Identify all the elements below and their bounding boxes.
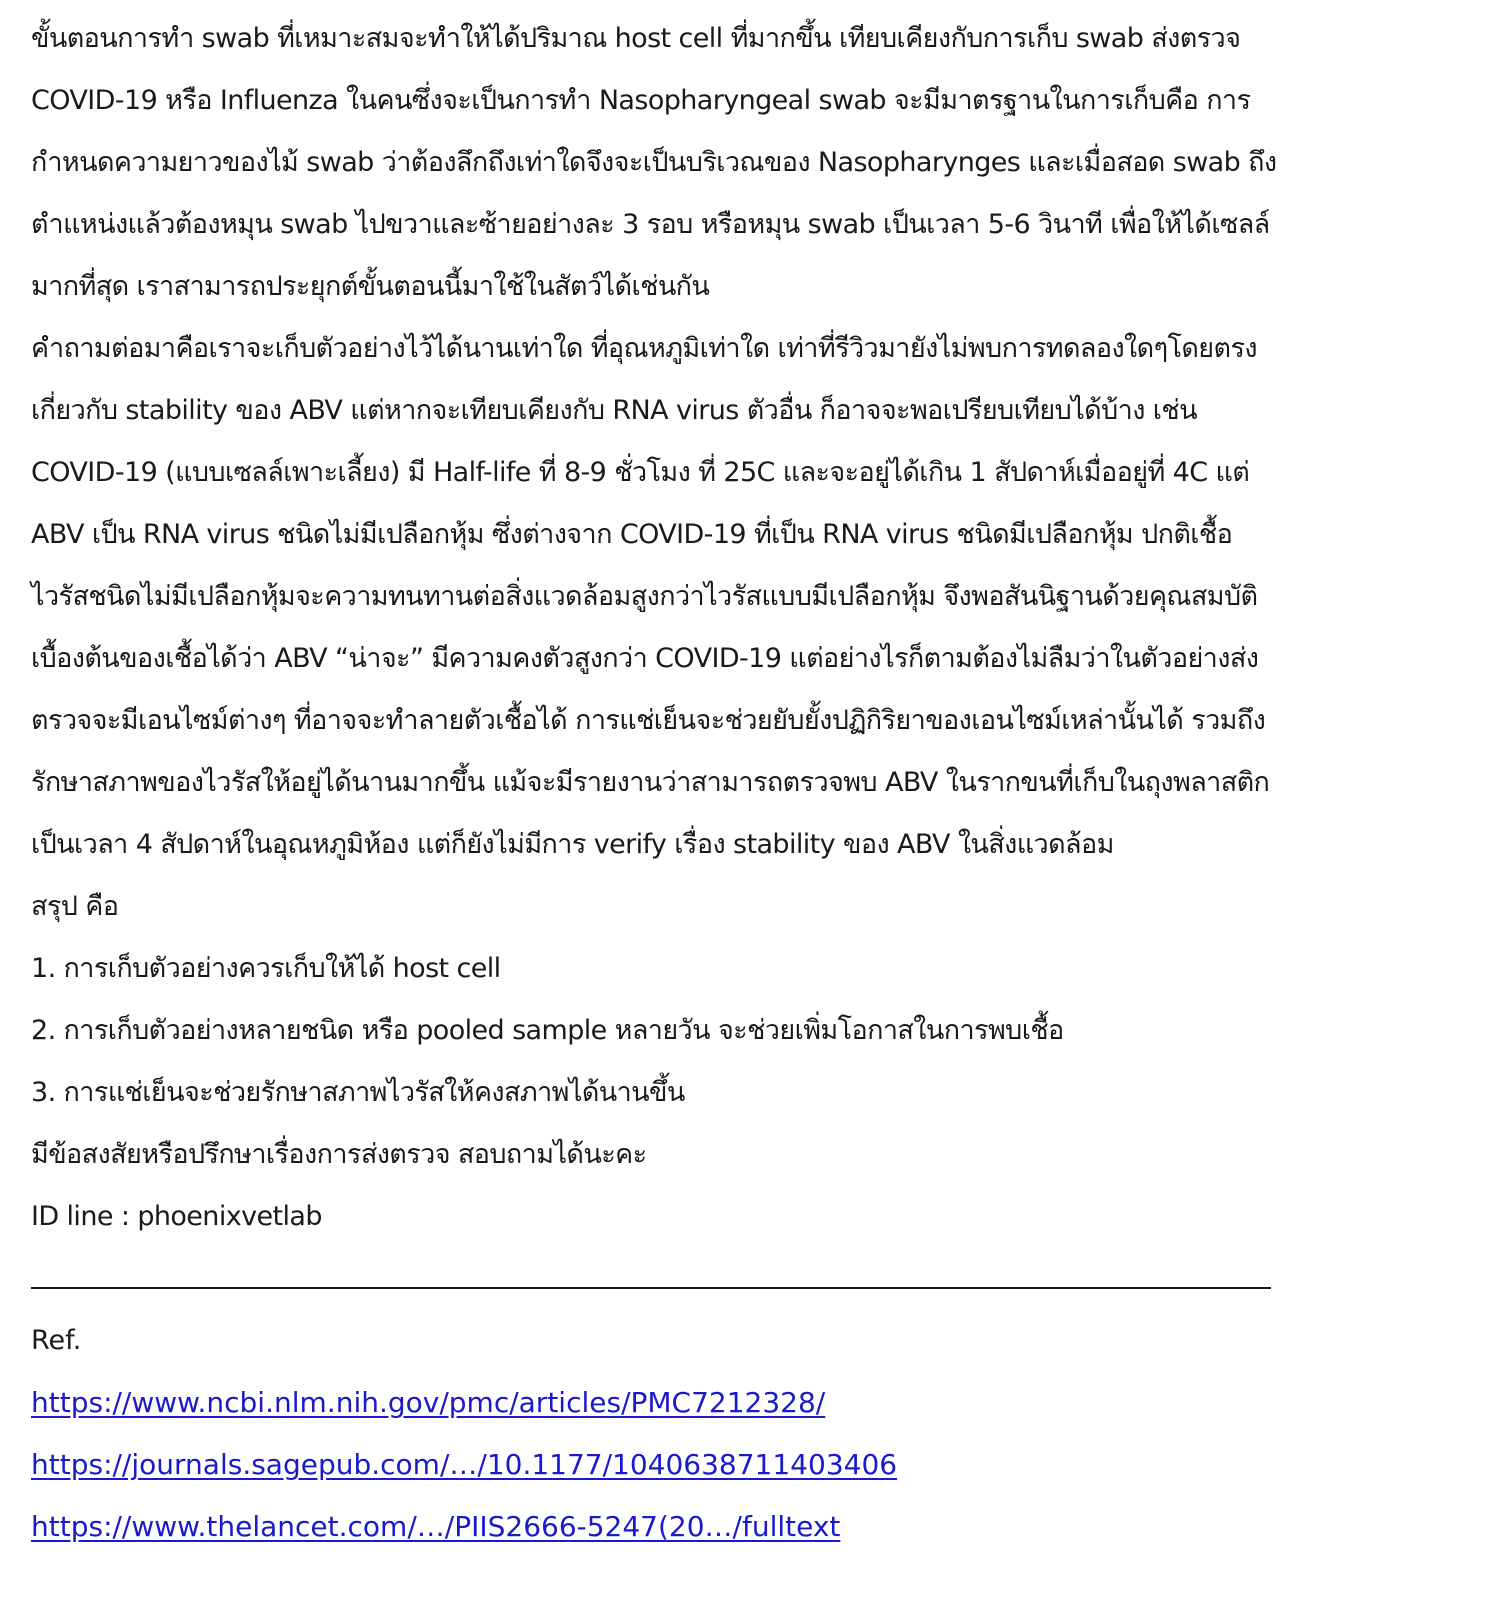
- divider: [31, 1287, 1271, 1289]
- paragraph-line: ABV เป็น RNA virus ชนิดไม่มีเปลือกหุ้ม ซึ่งต่างจาก COVID-19 ที่เป็น RNA virus ชนิดมีเปลือกหุ้ม ปกติเชื้อ: [31, 519, 1233, 550]
- paragraph-line: ตำแหน่งแล้วต้องหมุน swab ไปขวาและซ้ายอย่างละ 3 รอบ หรือหมุน swab เป็นเวลา 5-6 วินาที เพื่อให้ได้เซลล์: [31, 209, 1270, 240]
- paragraph-line: รักษาสภาพของไวรัสให้อยู่ได้นานมากขึ้น แม้จะมีรายงานว่าสามารถตรวจพบ ABV ในรากขนที่เก็บในถุงพลาสติก: [31, 767, 1270, 798]
- paragraph-line: เป็นเวลา 4 สัปดาห์ในอุณหภูมิห้อง แต่ก็ยังไม่มีการ verify เรื่อง stability ของ ABV ในสิ่งแวดล้อม: [31, 829, 1114, 860]
- document-body: [31, 8, 1481, 1558]
- summary-item: 3. การแช่เย็นจะช่วยรักษาสภาพไวรัสให้คงสภาพได้นานขึ้น: [31, 1077, 685, 1108]
- paragraph-line: ไวรัสชนิดไม่มีเปลือกหุ้มจะความทนทานต่อสิ่งแวดล้อมสูงกว่าไวรัสแบบมีเปลือกหุ้ม จึงพอสันนิฐานด้วยคุณสมบัติ: [31, 581, 1258, 612]
- paragraph-line: ตรวจจะมีเอนไซม์ต่างๆ ที่อาจจะทำลายตัวเชื้อได้ การแช่เย็นจะช่วยยับยั้งปฏิกิริยาของเอนไซม์เหล่านั้นได้ รวมถึง: [31, 705, 1266, 736]
- paragraph-line: มากที่สุด เราสามารถประยุกต์ขั้นตอนนี้มาใช้ในสัตว์ได้เช่นกัน: [31, 271, 710, 302]
- line-id: ID line : phoenixvetlab: [31, 1201, 322, 1232]
- paragraph-line: กำหนดความยาวของไม้ swab ว่าต้องลึกถึงเท่าใดจึงจะเป็นบริเวณของ Nasopharynges และเมื่อสอด swab ถึง: [31, 147, 1277, 178]
- paragraph-sample-stability: [31, 318, 1481, 876]
- reference-link[interactable]: https://journals.sagepub.com/…/10.1177/1040638711403406: [31, 1448, 898, 1481]
- paragraph-line: เกี่ยวกับ stability ของ ABV แต่หากจะเทียบเคียงกับ RNA virus ตัวอื่น ก็อาจจะพอเปรียบเทียบได้บ้าง เช่น: [31, 395, 1197, 426]
- summary-item: 1. การเก็บตัวอย่างควรเก็บให้ได้ host cell: [31, 953, 501, 984]
- references-label: Ref.: [31, 1325, 82, 1356]
- reference-link[interactable]: https://www.thelancet.com/…/PIIS2666-5247(20…/fulltext: [31, 1510, 841, 1543]
- paragraph-line: ขั้นตอนการทำ swab ที่เหมาะสมจะทำให้ได้ปริมาณ host cell ที่มากขึ้น เทียบเคียงกับการเก็บ swab ส่งตรวจ: [31, 23, 1241, 54]
- contact-text: มีข้อสงสัยหรือปรึกษาเรื่องการส่งตรวจ สอบถามได้นะคะ: [31, 1139, 647, 1170]
- contact-section: [31, 1124, 1481, 1248]
- reference-link[interactable]: https://www.ncbi.nlm.nih.gov/pmc/articles/PMC7212328/: [31, 1386, 826, 1419]
- references-section: [31, 1310, 1481, 1558]
- summary-item: 2. การเก็บตัวอย่างหลายชนิด หรือ pooled sample หลายวัน จะช่วยเพิ่มโอกาสในการพบเชื้อ: [31, 1015, 1064, 1046]
- paragraph-line: COVID-19 หรือ Influenza ในคนซึ่งจะเป็นการทำ Nasopharyngeal swab จะมีมาตรฐานในการเก็บคือ การ: [31, 85, 1251, 116]
- paragraph-line: คำถามต่อมาคือเราจะเก็บตัวอย่างไว้ได้นานเท่าใด ที่อุณหภูมิเท่าใด เท่าที่รีวิวมายังไม่พบการทดลองใดๆโดยตรง: [31, 333, 1257, 364]
- paragraph-line: เบื้องต้นของเชื้อได้ว่า ABV “น่าจะ” มีความคงตัวสูงกว่า COVID-19 แต่อย่างไรก็ตามต้องไม่ลืมว่าในตัวอย่างส่ง: [31, 643, 1259, 674]
- summary-heading: สรุป คือ: [31, 891, 119, 922]
- paragraph-swab-procedure: [31, 8, 1481, 318]
- paragraph-line: COVID-19 (แบบเซลล์เพาะเลี้ยง) มี Half-life ที่ 8-9 ชั่วโมง ที่ 25C และจะอยู่ได้เกิน 1 สัปดาห์เมื่ออยู่ที่ 4C แต่: [31, 457, 1250, 488]
- summary-section: [31, 876, 1481, 1124]
